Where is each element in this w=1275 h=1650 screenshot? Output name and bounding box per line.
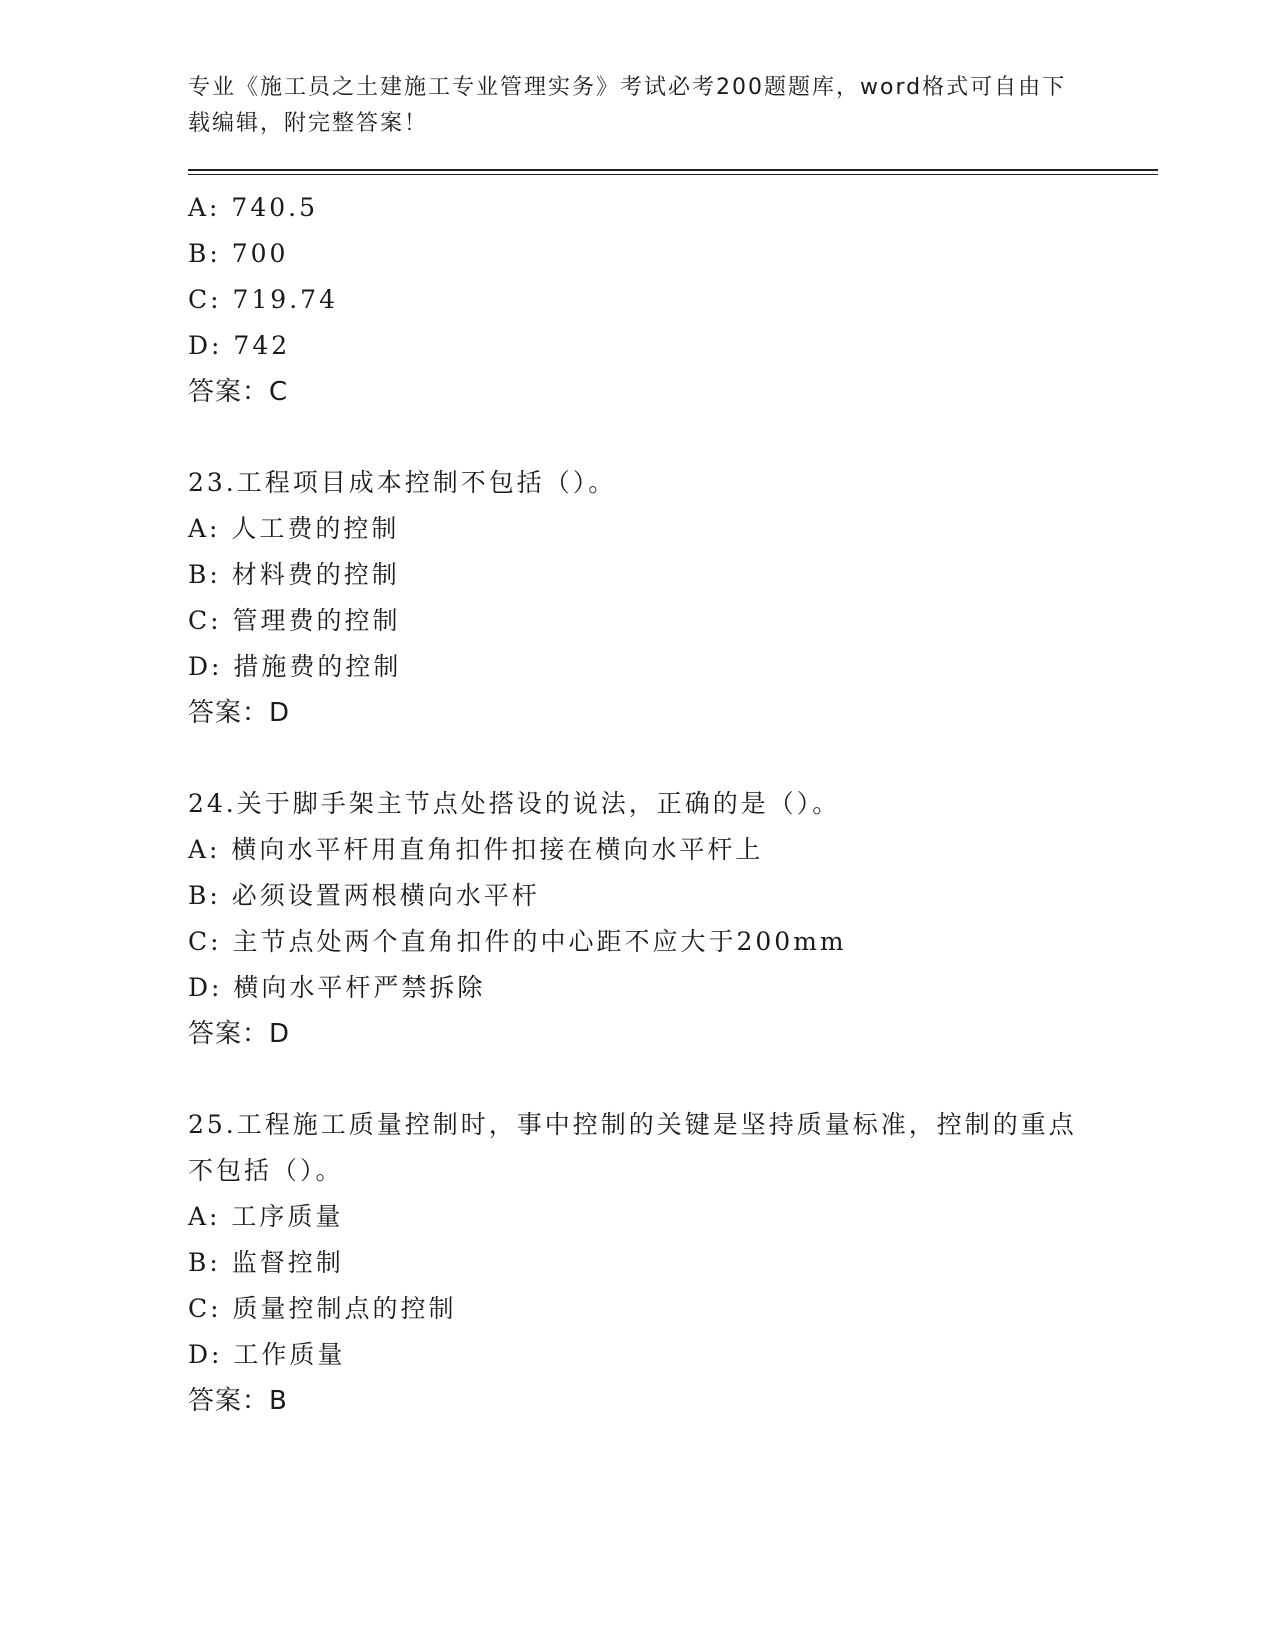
option-c: C: 主节点处两个直角扣件的中心距不应大于200mm: [188, 927, 847, 956]
option-a: A: 人工费的控制: [188, 514, 400, 543]
option-b: B: 监督控制: [188, 1248, 344, 1277]
question-text: 25.工程施工质量控制时，事中控制的关键是坚持质量标准，控制的重点不包括（）。: [188, 1110, 1077, 1185]
question-23-block: [188, 460, 1168, 736]
question-text: 23.工程项目成本控制不包括（）。: [188, 468, 617, 497]
option-c: C: 质量控制点的控制: [188, 1294, 457, 1323]
document-header: 专业《施工员之土建施工专业管理实务》考试必考200题题库，word格式可自由下载编辑，附完整答案！: [188, 75, 1067, 136]
question-text: 24.关于脚手架主节点处搭设的说法，正确的是（）。: [188, 789, 841, 818]
option-a: A: 工序质量: [188, 1202, 344, 1231]
question-24-block: [188, 781, 1168, 1057]
answer-line: 答案：D: [188, 1019, 291, 1049]
option-b: B: 必须设置两根横向水平杆: [188, 881, 540, 910]
option-d: D: 措施费的控制: [188, 652, 402, 681]
question-22-block: [188, 185, 1168, 415]
answer-line: 答案：C: [188, 377, 289, 407]
option-d: D: 工作质量: [188, 1340, 346, 1369]
spacer: [188, 736, 1168, 781]
option-c: C: 管理费的控制: [188, 606, 401, 635]
option-d: D: 742: [188, 331, 291, 360]
question-25-block: [188, 1102, 1168, 1424]
answer-line: 答案：B: [188, 1386, 288, 1416]
option-b: B: 700: [188, 239, 289, 268]
answer-line: 答案：D: [188, 698, 291, 728]
option-a: A: 740.5: [188, 193, 318, 222]
option-a: A: 横向水平杆用直角扣件扣接在横向水平杆上: [188, 835, 764, 864]
document-page: [188, 70, 1168, 1424]
spacer: [188, 415, 1168, 460]
header-divider: [188, 169, 1158, 175]
spacer: [188, 1057, 1168, 1102]
option-c: C: 719.74: [188, 285, 338, 314]
option-d: D: 横向水平杆严禁拆除: [188, 973, 486, 1002]
option-b: B: 材料费的控制: [188, 560, 400, 589]
